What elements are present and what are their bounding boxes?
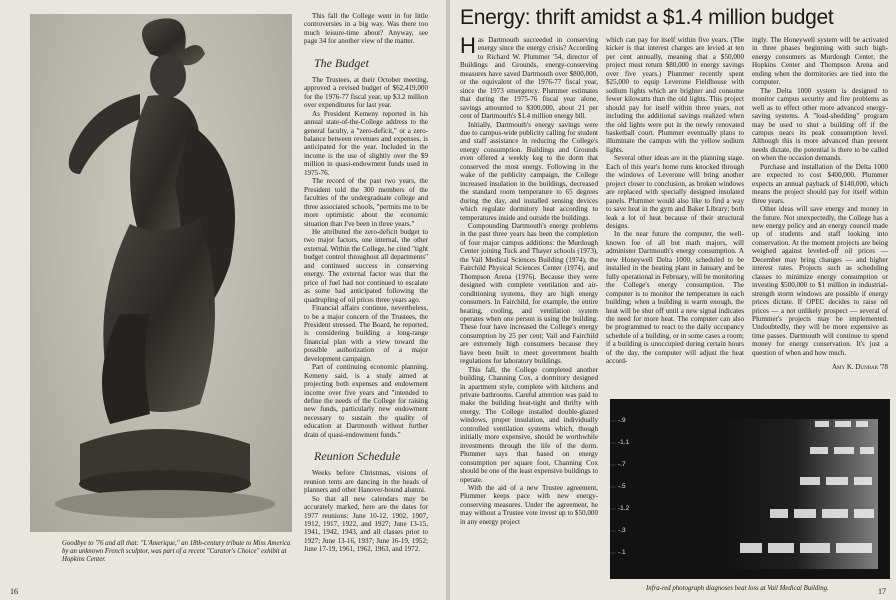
page-number-right: 17 — [878, 587, 886, 596]
left-text-column — [304, 12, 428, 554]
article-paragraph: This fall, the College completed another building, Channing Cox, a dormitory designed in apartment style, complete with kitchens and private bathrooms. Careful attention was paid to make the building heat-tight and thrifty with energy. The College installed double-glazed windows, proper insulation, and individually controlled ventilation systems which, though initially more expensive, should be worthwhile investments through the life of the dorm. Plummer says that based on energy consumption per square foot, Channing Cox should be one of the least expensive buildings to operate. — [460, 365, 598, 484]
budget-paragraph: Part of continuing economic planning, Kemeny said, is a study aimed at projecting both expenses and endowment income over five years and "intended to define the needs of the College for raising new funds, particularly new endowment necessary to sustain the quality of education at Dartmouth without further drain of quasi-endowment funds." — [304, 363, 428, 439]
article-paragraph: Initially, Dartmouth's energy savings were due to campus-wide publicity calling for student and staff assistance in reducing the College's energy consumption. Buildings and Grounds even offered a weekly keg to the dorm that conserved the most energy. Following in the wake of the publicity campaign, the College increased insulation in the buildings, decreased the standard room temperature to 65 degrees during the day, and installed sensing devices which regulate dormitory heat according to temperatures inside and outside the buildings. — [460, 120, 598, 222]
article-paragraph: Compounding Dartmouth's energy problems in the past three years has been the completion of four major campus additions: the Murdough Center joining Tuck and Thayer schools (1973), the Vail Medical Sciences Building (1974), the Fairchild Physical Sciences Center (1974), and Thompson Arena (1976). Because they were designed with complete ventilation and air-conditioning systems, they are high energy consumers. In Fairchild, for example, the entire heating, cooling, and ventilation system operates when one person is using the building. These four have increased the College's energy consumption by 25 per cent; Vail and Fairchild are extremely high consumers because they have been built to meet government health regulations for laboratory buildings. — [460, 221, 598, 366]
infrared-photo — [610, 399, 890, 579]
article-column-1 — [460, 33, 598, 526]
article-paragraph: Purchase and installation of the Delta 1000 are expected to cost $400,000. Plummer expects an annual payback of $140,000, which means the project should pay for itself within three years. — [752, 162, 888, 205]
ir-scale-label: -.1 — [618, 549, 626, 556]
ir-scale-label: -.7 — [618, 461, 626, 468]
budget-paragraph: He attributed the zero-deficit budget to two major factors, one internal, the other external. Within the College, he cited "tight budget control throughout all departments" and continued success in conserving energy. The external factor was that the price of fuel had not continued to escalate as some had anticipated following the quadrupling of oil prices three years ago. — [304, 227, 428, 304]
ir-scale-label: -1.1 — [618, 439, 630, 446]
article-paragraph: In the near future the computer, the well-known foe of all but math majors, will administer Dartmouth's energy consumption. A new Honeywell Delta 1000, scheduled to be installed in the heating plant in January and be fully operational in February, will be monitoring the College's energy consumption. The computer is to monitor the temperature in each building; when a building is warm enough, the heat will be shut off until a new signal indicates the need for more heat. The computer can also be programmed to react to the daily occupancy schedule of a building, or in some cases a room; if a building is unoccupied during certain hours of the day, the computer will adjust the heat accord- — [606, 230, 744, 366]
article-paragraph: Several other ideas are in the planning stage. Each of this year's home runs knocked through the windows of Leverone will bring another project closer to conclusion, as broken windows are replaced with specially designed insulated panels. Plummer would also like to find a way to save heat in the gym and Baker Library; both leak a lot of heat because of their structural designs. — [606, 154, 744, 230]
article-column-2 — [606, 36, 744, 366]
ir-scale-label: -.5 — [618, 483, 626, 490]
article-paragraph: which can pay for itself within five years. (The kicker is that interest charges are levied at ten per cent annually, meaning that a $50,000 project must return $80,000 in energy savings over five years.) Plummer recently spent $25,000 to equip Leverone Fieldhouse with sodium lights which are brighter and consume fewer kilowatts than the old lights. This project should pay for itself within three years, not including the additional savings realized when the old lights were put in the newly renovated basketball court. Plummer eventually plans to illuminate the campus with the yellow sodium lights. — [606, 36, 744, 154]
drop-cap: H — [460, 33, 476, 58]
ir-scale-label: -1.2 — [618, 505, 630, 512]
ir-scale-label: -.3 — [618, 527, 626, 534]
budget-heading: The Budget — [314, 55, 369, 70]
sculpture-photo — [30, 14, 292, 532]
reunion-heading: Reunion Schedule — [314, 449, 401, 464]
article-paragraph: ingly. The Honeywell system will be activated in three phases beginning with such high-energy consumers as Murdough Center, the Hopkins Center and Thompson Arena and ending when the dormitories are tied into the computer. — [752, 36, 888, 87]
article-paragraph: Other ideas will save energy and money in the future. Not unexpectedly, the College has a new energy policy and an energy council made up of students and staff looking into conservation. At the moment projects are being weighed against leveled-off oil prices — December may bring changes — and higher interest rates. Projects such as scheduling classes to minimize energy consumption or investing $500,000 to $1 million in industrial-strength storm windows are possible if energy prices dictate. If OPEC decides to raise oil prices — a not unlikely prospect — several of Plummer's projects may be implemented. Undoubtedly, they will be more expensive as time passes. Dartmouth will continue to spend money for energy conservation. It's just a question of when and how much. — [752, 205, 888, 357]
budget-paragraph: As President Kemeny reported in his annual state-of-the-College address to the general faculty, a "zero-deficit," or a zero-balance between revenues and expenses, is anticipated for the year. Included in the income is the use of slightly over the $9 million in quasi-endowment funds used in 1975-76. — [304, 109, 428, 177]
article-paragraph: The Delta 1000 system is designed to monitor campus security and fire problems as well as to effect other more advanced energy-saving systems. A "load-shedding" program may be used to shut a building off if the campus nears its peak consumption level. Although this is more advanced than present needs dictate, the potential is there to be called on when the occasion demands. — [752, 86, 888, 163]
ir-scale-label: -.9 — [618, 417, 626, 424]
author-byline: Amy K. Dunbar '78 — [832, 363, 888, 372]
infrared-caption: Infra-red photograph diagnoses heat loss at Vail Medical Building. — [646, 585, 829, 592]
article-column-3 — [752, 36, 888, 372]
budget-paragraph: Financial affairs continue, nevertheless, to be a major concern of the Trustees, the President stressed. The Board, he reported, is considering building a long-range financial plan with a view toward the possible authorization of a major development campaign. — [304, 304, 428, 363]
page-number-left: 16 — [10, 587, 18, 596]
budget-paragraph: The record of the past two years, the President told the 300 members of the faculties of the undergraduate college and three associated schools, "permits me to be more optimistic about the economic situation than I've been in three years." — [304, 177, 428, 228]
article-paragraph: as Dartmouth succeeded in conserving energy since the energy crisis? According to Richard W. Plummer '54, director of Buildings and Grounds, energy-conserving measures have saved Dartmouth over $800,000, or the equivalent of the 1976-77 fiscal year, since the 1973 emergency. Plummer estimates that during the 1975-76 fiscal year alone, savings amounted to $300,000, about 21 per cent of Dartmouth's $1.4 million energy bill. — [460, 36, 598, 121]
reunion-paragraph: Weeks before Christmas, visions of reunion tents are dancing in the heads of planners and other Hanover-bound alumni. — [304, 469, 428, 495]
infrared-building-image — [610, 399, 890, 579]
reunion-paragraph: So that all new calendars may be accurately marked, here are the dates for 1977 reunions: June 10-12, 1902, 1907, 1912, 1917, 1922, and 1927; June 13-15, 1941, 1942, 1943, and all classes prior to 1927; June 13-16, 1937; June 16-19, 1952; June 17-19, 1961, 1962, 1963, and 1972. — [304, 494, 428, 554]
sculpture-figure-image — [30, 14, 292, 532]
photo-caption: Goodbye to '76 and all that: "L'Amerique," an 18th-century tribute to Miss America by an unknown French sculptor, was part of a recent "Curator's Choice" exhibit at Hopkins Center. — [62, 540, 291, 564]
left-page — [0, 0, 446, 600]
budget-paragraph: The Trustees, at their October meeting, approved a revised budget of $62,419,000 for the 1976-77 fiscal year, up $3.2 million over expenditures for last year. — [304, 75, 428, 110]
article-paragraph: With the aid of a new Trustee agreement, Plummer keeps pace with new energy-conserving measures. Under the agreement, he may without a Trustee vote invest up to $50,000 in any energy project — [460, 484, 598, 526]
article-title: Energy: thrift amidst a $1.4 million budget — [460, 6, 834, 29]
intro-paragraph: This fall the College went in for little controversies in a big way. Was there too much leisure-time about? Anyway, see page 34 for another view of the matter. — [304, 12, 428, 46]
